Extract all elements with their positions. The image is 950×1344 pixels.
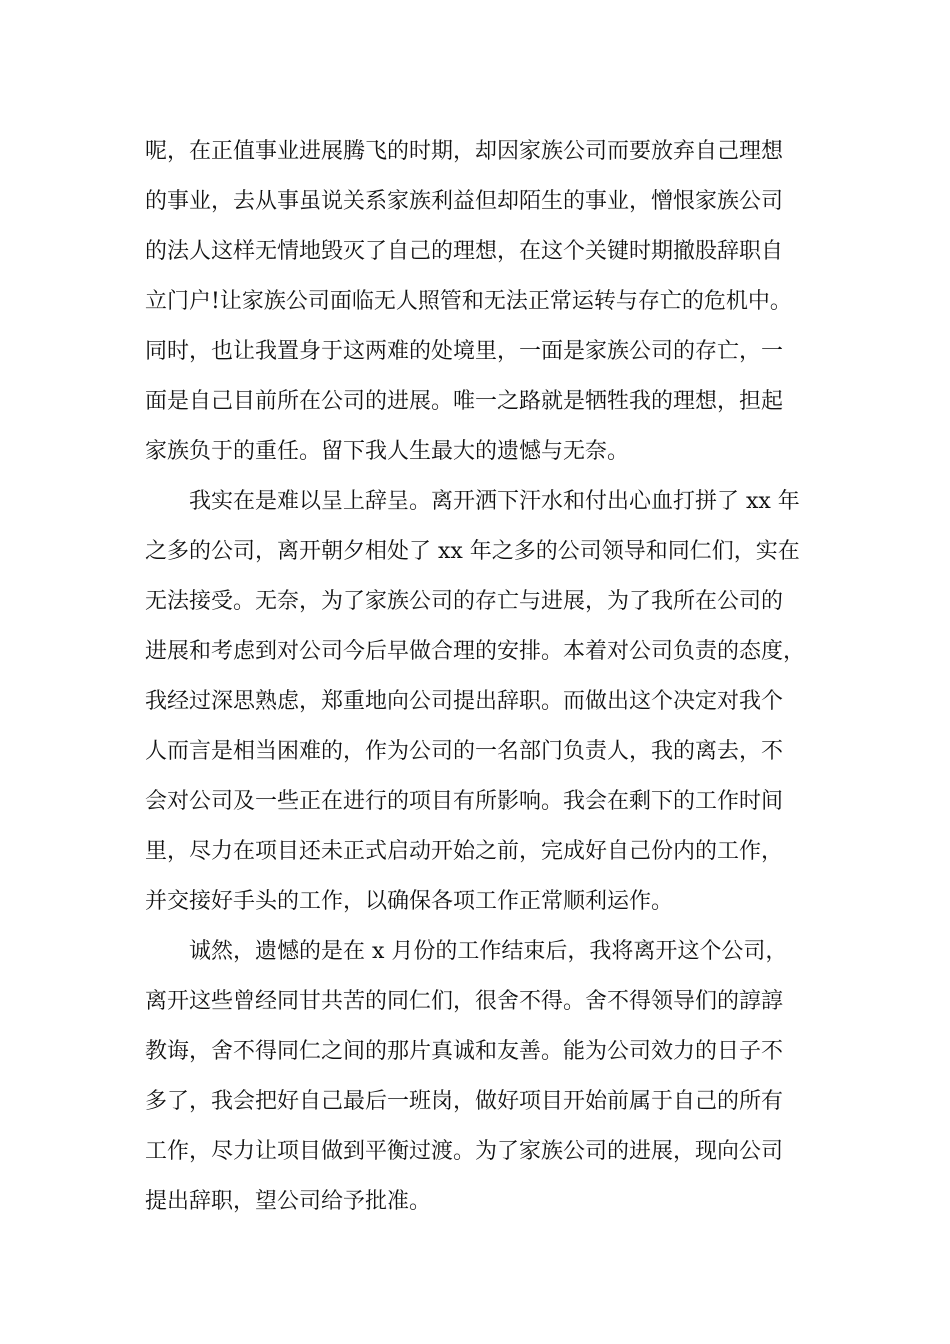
text-line: 会对公司及一些正在进行的项目有所影响。我会在剩下的工作时间 [145, 789, 784, 814]
text-line: 面是自己目前所在公司的进展。唯一之路就是牺牲我的理想，担起 [145, 389, 784, 414]
text-line: 离开这些曾经同甘共苦的同仁们，很舍不得。舍不得领导们的諄諄 [145, 989, 784, 1014]
text-line: 我经过深思熟虑，郑重地向公司提出辞职。而做出这个决定对我个 [145, 689, 784, 714]
text-line: 无法接受。无奈，为了家族公司的存亡与进展，为了我所在公司的 [145, 589, 784, 614]
text-line: 并交接好手头的工作，以确保各项工作正常顺利运作。 [145, 889, 674, 914]
text-line: 的事业，去从事虽说关系家族利益但却陌生的事业，憎恨家族公司 [145, 189, 784, 214]
text-line: 家族负于的重任。留下我人生最大的遗憾与无奈。 [145, 439, 630, 464]
text-line: 的法人这样无情地毁灭了自己的理想，在这个关键时期撤股辞职自 [145, 239, 784, 264]
text-line: 呢，在正值事业进展腾飞的时期，却因家族公司而要放弃自己理想 [145, 139, 784, 164]
text-line: 教诲，舍不得同仁之间的那片真诚和友善。能为公司效力的日子不 [145, 1039, 784, 1064]
text-line: 人而言是相当困难的，作为公司的一名部门负责人，我的离去，不 [145, 739, 784, 764]
text-line: 多了，我会把好自己最后一班岗，做好项目开始前属于自己的所有 [145, 1089, 784, 1114]
text-line: 同时，也让我置身于这两难的处境里，一面是家族公司的存亡，一 [145, 339, 784, 364]
text-line: 提出辞职，望公司给予批准。 [145, 1189, 432, 1214]
text-line: 工作，尽力让项目做到平衡过渡。为了家族公司的进展，现向公司 [145, 1139, 784, 1164]
paragraph-first-line: 我实在是难以呈上辞呈。离开洒下汗水和付出心血打拼了 xx 年 [189, 489, 800, 514]
text-line: 立门户!让家族公司面临无人照管和无法正常运转与存亡的危机中。 [145, 289, 792, 314]
text-line: 之多的公司，离开朝夕相处了 xx 年之多的公司领导和同仁们，实在 [145, 539, 800, 564]
paragraph-first-line: 诚然，遗憾的是在 x 月份的工作结束后，我将离开这个公司， [189, 939, 788, 964]
text-line: 里，尽力在项目还未正式启动开始之前，完成好自己份内的工作， [145, 839, 784, 864]
text-line: 进展和考虑到对公司今后早做合理的安排。本着对公司负责的态度， [145, 639, 806, 664]
